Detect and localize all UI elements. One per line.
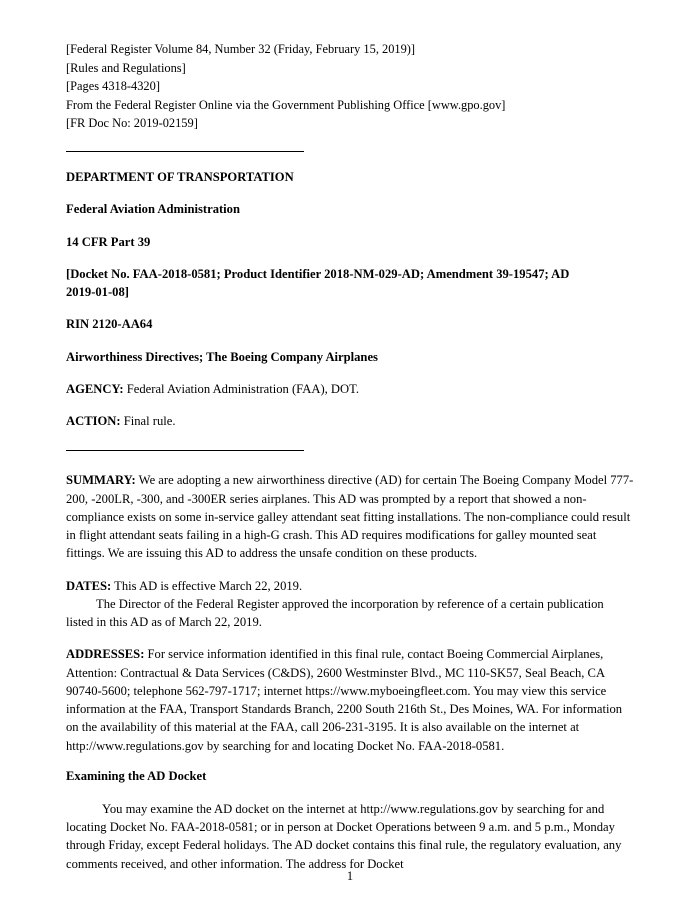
dates-label: DATES: [66,578,112,593]
summary-label: SUMMARY: [66,473,136,488]
citation-line-5: [FR Doc No: 2019-02159] [66,116,198,131]
agency-value: Federal Aviation Administration (FAA), DOT. [123,381,360,396]
action-label: ACTION: [66,414,121,429]
examining-ad-docket-body: You may examine the AD docket on the internet at http://www.regulations.gov by searching for and locating Docket No. FAA-2018-0581; or in person at Docket Operations between 9 a.m. and 5 p.m., Monday through Friday, except Federal holidays. The AD docket contains this final rule, the regulatory evaluation, any comments received, and other information. The address for Docket [66,801,622,871]
citation-line-3: [Pages 4318-4320] [66,79,160,94]
dates-paragraph [66,577,634,632]
docket-heading [66,265,634,302]
divider-rule-top [66,151,304,152]
summary-value: We are adopting a new airworthiness directive (AD) for certain The Boeing Company Model 777-200, -200LR, -300, and -300ER series airplanes. This AD was prompted by a report that showed a non-compliance exists on some in-service galley attendant seat fitting installations. The non-compliance could result in flight attendant seats failing in a high-G crash. This AD requires modifications for galley mounted seat fittings. We are issuing this AD to address the unsafe condition on these products. [66,473,634,561]
summary-paragraph [66,471,634,562]
citation-line-2: [Rules and Regulations] [66,60,186,75]
citation-line-4: From the Federal Register Online via the Government Publishing Office [www.gpo.gov] [66,97,506,112]
addresses-value: For service information identified in this final rule, contact Boeing Commercial Airplanes, Attention: Contractual & Data Services (C&DS), 2600 Westminster Blvd., MC 110-SK57, Seal Beach, CA 90740-5600; telephone 562-797-1717; internet https://www.myboeingfleet.com. You may view this service information at the FAA, Transport Standards Branch, 2200 South 216th St., Des Moines, WA. For information on the availability of this material at the FAA, call 206-231-3195. It is also available on the internet at http://www.regulations.gov by searching for and locating Docket No. FAA-2018-0581. [66,647,623,753]
agency-heading: Federal Aviation Administration [66,202,240,217]
docket-heading-line-1: [Docket No. FAA-2018-0581; Product Identifier 2018-NM-029-AD; Amendment 39-19547; AD [66,266,570,281]
agency-paragraph [66,380,634,398]
department-heading: DEPARTMENT OF TRANSPORTATION [66,170,294,185]
examining-ad-docket-heading: Examining the AD Docket [66,768,207,783]
cfr-part-heading: 14 CFR Part 39 [66,234,151,249]
page-number: 1 [346,869,354,883]
dates-second-sentence: The Director of the Federal Register approved the incorporation by reference of a certain publication listed in this AD as of March 22, 2019. [66,596,604,630]
action-paragraph [66,412,634,430]
addresses-paragraph [66,645,634,755]
docket-heading-line-2: 2019-01-08] [66,285,129,300]
action-value: Final rule. [120,414,176,429]
divider-rule-middle [66,450,304,451]
citation-line-1: [Federal Register Volume 84, Number 32 (Friday, February 15, 2019)] [66,42,416,56]
citation-header [66,40,634,133]
rin-heading: RIN 2120-AA64 [66,317,153,332]
addresses-label: ADDRESSES: [66,647,145,662]
dates-value: This AD is effective March 22, 2019. [111,578,303,593]
subject-heading: Airworthiness Directives; The Boeing Company Airplanes [66,349,378,364]
agency-label: AGENCY: [66,381,124,396]
